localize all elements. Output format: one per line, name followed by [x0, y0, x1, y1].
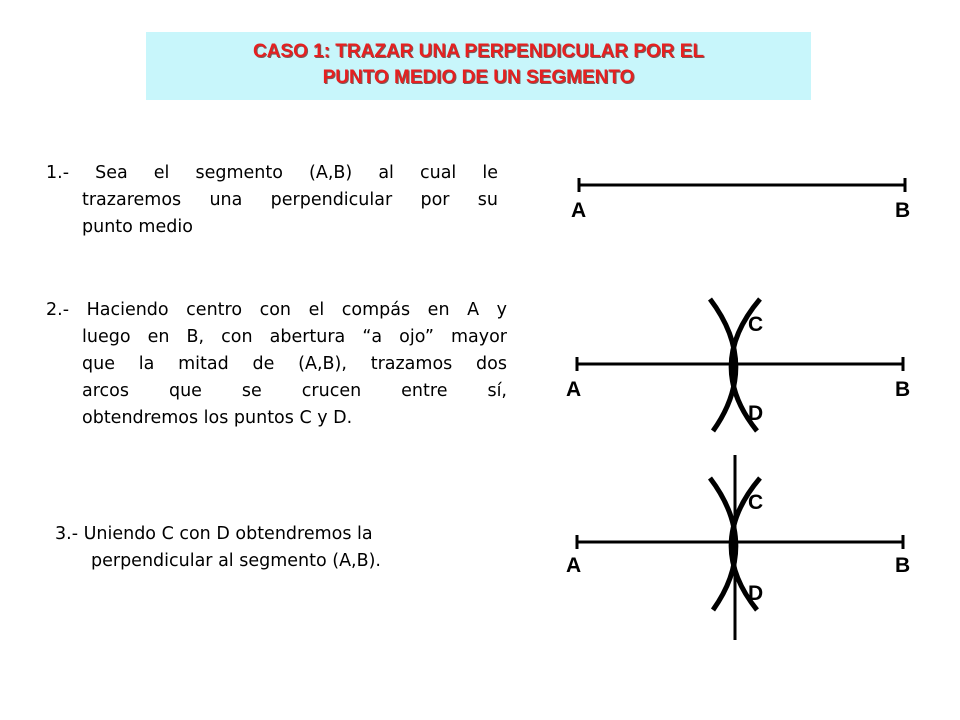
label-b: B [895, 199, 911, 222]
label-a: A [566, 554, 582, 577]
label-b: B [895, 554, 911, 577]
step-2-line-3: que la mitad de (A,B), trazamos dos [82, 354, 507, 374]
step-2-line-1: 2.- Haciendo centro con el compás en A y [46, 300, 507, 320]
step-2-line-4: arcos que se crucen entre sí, [82, 381, 507, 401]
figure-3 [566, 455, 910, 640]
label-a: A [566, 378, 582, 401]
step-1-line-2: trazaremos una perpendicular por su [82, 190, 498, 210]
label-c: C [748, 313, 764, 336]
title-line-1: CASO 1: TRAZAR UNA PERPENDICULAR POR EL [252, 41, 705, 62]
step-3-line-2: perpendicular al segmento (A,B). [91, 551, 381, 571]
label-d: D [748, 582, 764, 605]
label-b: B [895, 378, 911, 401]
title-line-2: PUNTO MEDIO DE UN SEGMENTO [322, 67, 635, 88]
label-d: D [748, 402, 764, 425]
step-2-line-2: luego en B, con abertura “a ojo” mayor [82, 327, 507, 347]
figure-1 [571, 178, 910, 222]
label-a: A [571, 199, 587, 222]
step-3-line-1: 3.- Uniendo C con D obtendremos la [55, 524, 373, 544]
step-1-line-1: 1.- Sea el segmento (A,B) al cual le [46, 163, 498, 183]
label-c: C [748, 491, 764, 514]
step-1-line-3: punto medio [82, 217, 193, 237]
figure-2 [566, 299, 910, 431]
step-2-line-5: obtendremos los puntos C y D. [82, 408, 353, 428]
